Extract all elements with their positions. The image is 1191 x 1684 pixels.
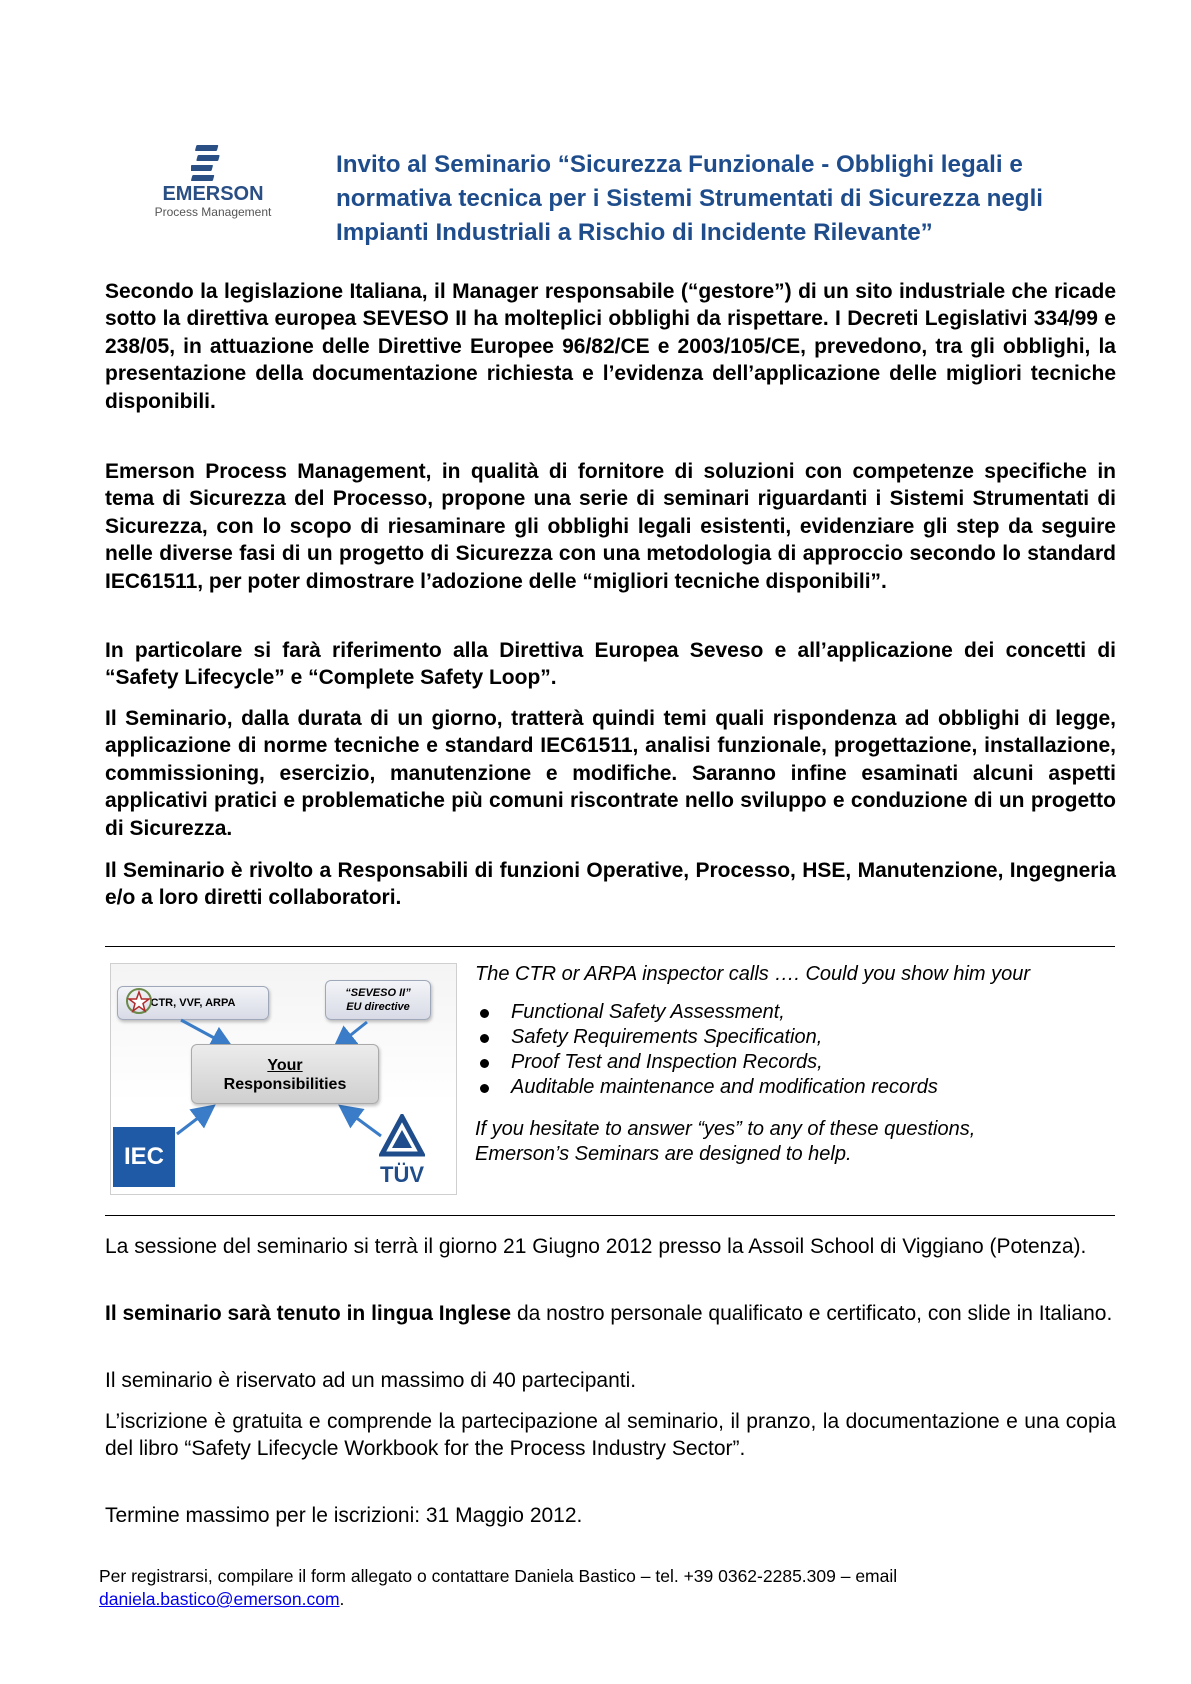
bullet-icon [480, 1034, 489, 1043]
deadline-paragraph: Termine massimo per le iscrizioni: 31 Maggio 2012. [105, 1504, 583, 1527]
responsibilities-box-line: Your [267, 1057, 303, 1074]
divider-top [105, 946, 1115, 947]
bullet-icon [480, 1009, 489, 1018]
email-link[interactable]: daniela.bastico@emerson.com [99, 1589, 340, 1609]
seveso-box-line: “SEVESO II” [345, 987, 411, 999]
callout-list [475, 1000, 1115, 1100]
callout-closing-line: If you hesitate to answer “yes” to any of these questions, [475, 1118, 976, 1140]
language-paragraph [105, 1300, 1116, 1327]
footer-contact [99, 1588, 1099, 1611]
session-paragraph: La sessione del seminario si terrà il giorno 21 Giugno 2012 presso la Assoil School di Viggiano (Potenza). [105, 1235, 1087, 1258]
seveso-box-line: EU directive [346, 1001, 410, 1013]
intro-paragraph: Secondo la legislazione Italiana, il Manager responsabile (“gestore”) di un sito industriale che ricade sotto la direttiva europea SEVESO II ha molteplici obblighi da rispettare. I Decreti Legislativi 334/99 e 238/05, in attuazione delle Direttive Europee 96/82/CE e 2003/105/CE, prevedono, tra gli obblighi, la presentazione della documentazione richiesta e l’evidenza dell’applicazione delle migliori tecniche disponibili. [105, 280, 1116, 413]
page-title [336, 148, 1126, 250]
callout-closing [475, 1117, 1115, 1167]
responsibilities-box-line: Responsibilities [223, 1076, 347, 1093]
list-item [475, 1000, 1115, 1025]
footer-end: . [339, 1589, 345, 1609]
bullet-icon [480, 1084, 489, 1093]
list-item [475, 1025, 1115, 1050]
list-item [475, 1075, 1115, 1100]
title-line: Invito al Seminario “Sicurezza Funzionale - Obblighi legali e [336, 151, 1023, 178]
capacity-paragraph: Il seminario è riservato ad un massimo di 40 partecipanti. [105, 1369, 637, 1392]
footer [99, 1565, 1099, 1611]
callout-closing-line: Emerson’s Seminars are designed to help. [475, 1143, 852, 1165]
responsibilities-graphic [110, 963, 457, 1195]
title-line: normativa tecnica per i Sistemi Strumentati di Sicurezza negli [336, 185, 1044, 212]
list-item-text: Proof Test and Inspection Records, [511, 1051, 823, 1073]
responsibilities-box [191, 1044, 379, 1104]
logo-subtitle: Process Management [154, 205, 272, 219]
intro-paragraph: In particolare si farà riferimento alla Direttiva Europea Seveso e all’applicazione dei concetti di “Safety Lifecycle” e “Complete Safety Loop”. [105, 639, 1116, 690]
logo-name: EMERSON [162, 183, 264, 205]
footer-text: Per registrarsi, compilare il form allegato o contattare Daniela Bastico – tel. +39 0362-2285.309 – email [99, 1566, 898, 1586]
registration-paragraph: L’iscrizione è gratuita e comprende la partecipazione al seminario, il pranzo, la documentazione e una copia del libro “Safety Lifecycle Workbook for the Process Industry Sector”. [105, 1410, 1116, 1461]
title-line: Impianti Industriali a Rischio di Incidente Rilevante” [336, 219, 933, 246]
language-rest: da nostro personale qualificato e certificato, con slide in Italiano. [511, 1302, 1113, 1325]
list-item [475, 1050, 1115, 1075]
tuv-logo [357, 1114, 447, 1192]
divider-bottom [105, 1215, 1115, 1216]
list-item-text: Safety Requirements Specification, [511, 1026, 823, 1048]
emerson-logo-mark-icon [191, 143, 227, 187]
language-bold: Il seminario sarà tenuto in lingua Inglese [105, 1302, 512, 1325]
callout-lead: The CTR or ARPA inspector calls …. Could you show him your [475, 963, 1031, 985]
list-item-text: Auditable maintenance and modification records [511, 1076, 938, 1098]
list-item-text: Functional Safety Assessment, [511, 1001, 785, 1023]
bullet-icon [480, 1059, 489, 1068]
tuv-triangle-icon [379, 1114, 425, 1158]
intro-paragraph: Emerson Process Management, in qualità di fornitore di soluzioni con competenze specifiche in tema di Sicurezza del Processo, propone una serie di seminari riguardanti i Sistemi Strumentati di Sicurezza, con lo scopo di riesaminare gli obblighi legali esistenti, evidenziare gli step da seguire nelle diverse fasi di un progetto di Sicurezza con una metodologia di approccio secondo lo standard IEC61511, per poter dimostrare l’adozione delle “migliori tecniche disponibili”. [105, 460, 1116, 593]
intro-paragraph: Il Seminario, dalla durata di un giorno, tratterà quindi temi quali rispondenza ad obblighi di legge, applicazione di norme tecniche e standard IEC61511, analisi funzionale, progettazione, installazione, commissioning, esercizio, manutenzione e modifiche. Saranno infine esaminati alcuni aspetti applicativi pratici e problematiche più comuni riscontrate nello sviluppo e conduzione di un progetto di Sicurezza. [105, 707, 1116, 840]
ctr-box-label: CTR, VVF, ARPA [150, 997, 236, 1009]
tuv-logo-text: TÜV [380, 1162, 424, 1187]
iec-logo: IEC [113, 1127, 175, 1187]
emerson-logo [143, 143, 283, 223]
intro-paragraph: Il Seminario è rivolto a Responsabili di funzioni Operative, Processo, HSE, Manutenzione, Ingegneria e/o a loro diretti collaboratori. [105, 859, 1116, 910]
